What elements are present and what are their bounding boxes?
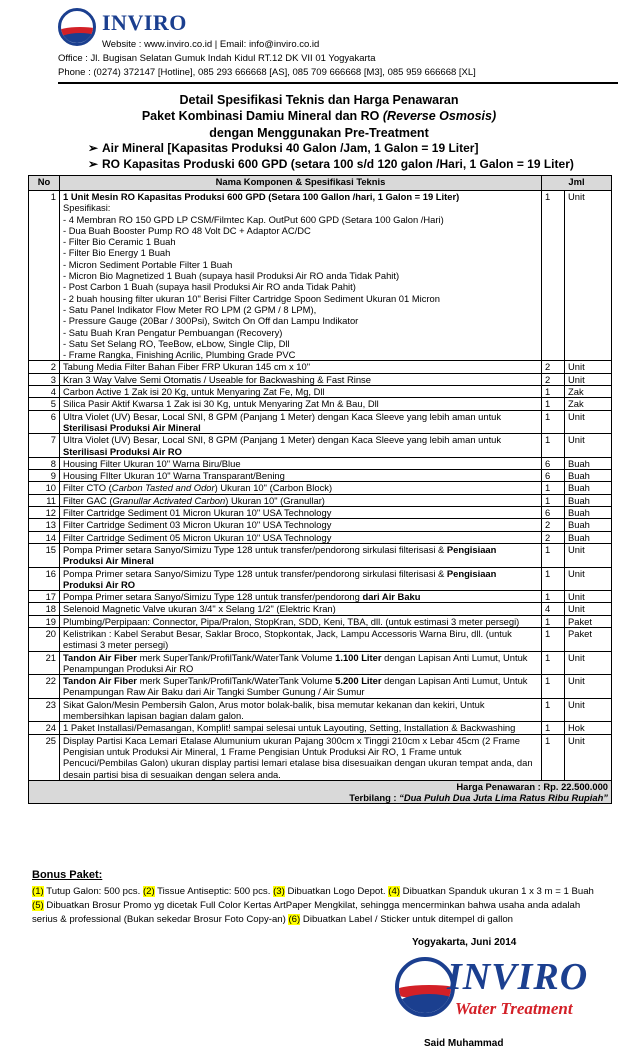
spelled-price: Terbilang : “Dua Puluh Dua Juta Lima Ratus Ribu Rupiah”	[349, 792, 608, 804]
logo-wave-icon	[395, 957, 455, 1017]
row-qty: 6	[542, 470, 565, 482]
row-no: 15	[29, 543, 60, 567]
row-qty: 1	[542, 567, 565, 591]
row-spec: Display Partisi Kaca Lemari Etalase Alumunium ukuran Pajang 300cm x Tinggi 210cm x Lebar 45cm (2 Frame Pengisian untuk Produksi Air Mineral, 1 Frame Pengisian Untuk Produksi Air RO, 1 Frame untuk Pencuci/Pembilas Galon) ukuran display partisi lemari etalase bisa disesuaikan dengan ukuran tempat anda, dan desain partisi bisa di sesuaikan dengan selera anda.	[60, 734, 542, 780]
spec-line: - Micron Bio Magnetized 1 Buah (supaya hasil Produksi Air RO anda Tidak Pahit)	[63, 270, 400, 282]
table-row	[29, 457, 612, 469]
table-row	[29, 482, 612, 494]
bonus-text: Dibuatkan Logo Depot.	[284, 886, 389, 897]
row-spec: Kran 3 Way Valve Semi Otomatis / Useable for Backwashing & Fast Rinse	[60, 373, 542, 385]
row-spec: Filter Cartridge Sediment 05 Micron Ukuran 10" USA Technology	[60, 531, 542, 543]
city-date: Yogyakarta, Juni 2014	[412, 937, 517, 948]
spec-line: - Post Carbon 1 Buah (supaya hasil Produksi Air RO anda Tidak Pahit)	[63, 281, 356, 293]
row-spec: Tandon Air Fiber merk SuperTank/ProfilTank/WaterTank Volume 5.200 Liter dengan Lapisan Anti Lumut, Untuk Penampungan Raw Air Baku dari Air Tangki Sumber Gunung / Air Sumur	[60, 675, 542, 699]
table-row	[29, 615, 612, 627]
row-unit: Unit	[565, 543, 612, 567]
table-row	[29, 470, 612, 482]
row-spec: Pompa Primer setara Sanyo/Simizu Type 128 untuk transfer/pendorong sirkulasi filterisasi & Pengisiaan Produksi Air RO	[60, 567, 542, 591]
row-no: 18	[29, 603, 60, 615]
row-qty: 1	[542, 615, 565, 627]
row-no: 20	[29, 627, 60, 651]
row-spec: Silica Pasir Aktif Kwarsa 1 Zak isi 30 Kg, untuk Menyaring Zat Mn & Bau, Dll	[60, 398, 542, 410]
row-no: 19	[29, 615, 60, 627]
row-qty: 1	[542, 191, 565, 361]
row-unit: Unit	[565, 591, 612, 603]
bonus-number: (3)	[273, 886, 285, 897]
row-qty: 1	[542, 410, 565, 434]
row-spec: Tabung Media Filter Bahan Fiber FRP Ukuran 145 cm x 10"	[60, 361, 542, 373]
row-qty: 1	[542, 434, 565, 458]
row-no: 5	[29, 398, 60, 410]
row-unit: Unit	[565, 675, 612, 699]
row-spec: Housing FIlter Ukuran 10" Warna Transparant/Bening	[60, 470, 542, 482]
row-no: 11	[29, 494, 60, 506]
table-row	[29, 531, 612, 543]
row-no: 8	[29, 457, 60, 469]
row-no: 17	[29, 591, 60, 603]
table-row	[29, 386, 612, 398]
table-row	[29, 434, 612, 458]
row-spec: 1 Paket Installasi/Pemasangan, Komplit! sampai selesai untuk Layouting, Setting, Installation & Backwashing	[60, 722, 542, 734]
table-row	[29, 507, 612, 519]
row-no: 2	[29, 361, 60, 373]
table-header-row	[29, 176, 612, 191]
letterhead-divider	[58, 82, 618, 84]
bullet-mineral: ➢ Air Mineral [Kapasitas Produksi 40 Galon /Jam, 1 Galon = 19 Liter]	[88, 141, 479, 155]
table-row	[29, 410, 612, 434]
bonus-number: (4)	[388, 886, 401, 897]
row-no: 10	[29, 482, 60, 494]
row-unit: Unit	[565, 191, 612, 361]
row-no: 3	[29, 373, 60, 385]
table-row	[29, 361, 612, 373]
logo-subtitle: Water Treatment	[455, 999, 573, 1018]
doc-title-line3: dengan Menggunakan Pre-Treatment	[209, 126, 429, 140]
row-no: 1	[29, 191, 60, 361]
row-qty: 1	[542, 398, 565, 410]
spec-line: - Filter Bio Ceramic 1 Buah	[63, 236, 176, 248]
col-header-name: Nama Komponen & Spesifikasi Teknis	[60, 176, 542, 191]
row-spec: Selenoid Magnetic Valve ukuran 3/4" x Selang 1/2" (Elektric Kran)	[60, 603, 542, 615]
row-qty: 6	[542, 507, 565, 519]
row-no: 22	[29, 675, 60, 699]
row1-title: 1 Unit Mesin RO Kapasitas Produksi 600 GPD (Setara 100 Gallon /hari, 1 Galon = 19 Liter)	[63, 191, 460, 202]
row-unit: Unit	[565, 361, 612, 373]
row-spec: Filter GAC (Granullar Activated Carbon) Ukuran 10" (Granullar)	[60, 494, 542, 506]
row-qty: 1	[542, 651, 565, 675]
price-cell	[29, 780, 612, 804]
bonus-number: (5)	[32, 900, 44, 912]
arrow-bullet-icon: ➢	[88, 141, 99, 155]
doc-title-line1: Detail Spesifikasi Teknis dan Harga Penawaran	[179, 93, 459, 107]
row-qty: 1	[542, 482, 565, 494]
row-unit: Buah	[565, 519, 612, 531]
logo-name: INVIRO	[447, 956, 589, 998]
bullet-ro: ➢ RO Kapasitas Produski 600 GPD (setara 100 s/d 120 galon /Hari, 1 Galon = 19 Liter)	[88, 157, 574, 171]
price-line: Harga Penawaran : Rp. 22.500.000	[456, 780, 608, 792]
row-spec: Carbon Active 1 Zak isi 20 Kg, untuk Menyaring Zat Fe, Mg, Dll	[60, 386, 542, 398]
spec-line: - Satu Set Selang RO, TeeBow, eLbow, Single Clip, Dll	[63, 337, 290, 349]
doc-title-line2: Paket Kombinasi Damiu Mineral dan RO (Reverse Osmosis)	[141, 109, 497, 123]
table-row	[29, 494, 612, 506]
row-qty: 1	[542, 543, 565, 567]
office-address: Office : Jl. Bugisan Selatan Gumuk Indah Kidul RT.12 DK VII 01 Yogyakarta	[58, 53, 376, 64]
spec-line: - 4 Membran RO 150 GPD LP CSM/Filmtec Kap. OutPut 600 GPD (Setara 100 Galon /Hari)	[63, 213, 444, 225]
row-no: 14	[29, 531, 60, 543]
price-row	[29, 780, 612, 804]
row-spec: Plumbing/Perpipaan: Connector, Pipa/Pralon, StopKran, SDD, Keni, TBA, dll. (untuk estimasi 3 meter persegi)	[60, 615, 542, 627]
row-spec: Filter CTO (Carbon Tasted and Odor) Ukuran 10" (Carbon Block)	[60, 482, 542, 494]
bonus-text: Dibuatkan Label / Sticker untuk ditempel di gallon	[300, 914, 514, 926]
table-row	[29, 698, 612, 722]
row-unit: Buah	[565, 494, 612, 506]
bonus-number: (6)	[288, 914, 301, 926]
row-no: 12	[29, 507, 60, 519]
table-row	[29, 191, 612, 361]
table-row	[29, 543, 612, 567]
bonus-text: Dibuatkan Spanduk ukuran 1 x 3 m = 1 Buah	[400, 886, 594, 897]
table-row	[29, 722, 612, 734]
row-unit: Buah	[565, 507, 612, 519]
row-spec: Sikat Galon/Mesin Pembersih Galon, Arus motor bolak-balik, bisa memutar kekanan dan kekiri, Untuk membersihkan lapisan bagian dalam galon.	[60, 698, 542, 722]
row-qty: 1	[542, 734, 565, 780]
row-spec: Pompa Primer setara Sanyo/Simizu Type 128 untuk transfer/pendorong dari Air Baku	[60, 591, 542, 603]
row-unit: Unit	[565, 567, 612, 591]
row-qty: 2	[542, 519, 565, 531]
row-no: 21	[29, 651, 60, 675]
spec-table	[28, 175, 612, 804]
website-email: Website : www.inviro.co.id | Email: info@inviro.co.id	[102, 39, 320, 50]
phone-numbers: Phone : (0274) 372147 [Hotline], 085 293 666668 [AS], 085 709 666668 [M3], 085 959 666668 [XL]	[58, 67, 476, 78]
col-header-no: No	[29, 176, 60, 191]
row-qty: 4	[542, 603, 565, 615]
spec-line: Spesifikasi:	[63, 202, 111, 214]
bonus-number: (1)	[32, 886, 44, 897]
row-no: 4	[29, 386, 60, 398]
bonus-text: Dibuatkan Brosur Promo yg dicetak Full Color Kertas ArtPaper Mengkilat, sehingga mencerminkan bahwa usaha anda adalah serius & professional (Bukan sekedar Brosur Foto Copy-an)	[32, 900, 581, 926]
row-qty: 2	[542, 361, 565, 373]
table-row	[29, 627, 612, 651]
bonus-text: Tutup Galon: 500 pcs.	[43, 886, 143, 897]
row-qty: 1	[542, 386, 565, 398]
row-unit: Buah	[565, 531, 612, 543]
table-row	[29, 651, 612, 675]
row-qty: 1	[542, 722, 565, 734]
row-unit: Buah	[565, 482, 612, 494]
table-row	[29, 734, 612, 780]
row-spec: Filter Cartridge Sediment 03 Micron Ukuran 10" USA Technology	[60, 519, 542, 531]
row-no: 6	[29, 410, 60, 434]
row-no: 25	[29, 734, 60, 780]
row-no: 24	[29, 722, 60, 734]
row-no: 7	[29, 434, 60, 458]
row-spec: Ultra Violet (UV) Besar, Local SNI, 8 GPM (Panjang 1 Meter) dengan Kaca Sleeve yang lebih aman untuk Sterilisasi Produksi Air Mineral	[60, 410, 542, 434]
row-qty: 1	[542, 494, 565, 506]
row-unit: Unit	[565, 698, 612, 722]
spec-line: - Filter Bio Energy 1 Buah	[63, 247, 171, 259]
row-no: 16	[29, 567, 60, 591]
arrow-bullet-icon: ➢	[88, 157, 99, 171]
table-row	[29, 603, 612, 615]
brand-name: INVIRO	[102, 10, 187, 35]
row-qty: 1	[542, 591, 565, 603]
row-spec: Kelistrikan : Kabel Serabut Besar, Saklar Broco, Stopkontak, Jack, Lampu Accessoris Warna Biru, dll. (untuk estimasi 3 meter persegi)	[60, 627, 542, 651]
row-spec: Ultra Violet (UV) Besar, Local SNI, 8 GPM (Panjang 1 Meter) dengan Kaca Sleeve yang lebih aman untuk Sterilisasi Produksi Air RO	[60, 434, 542, 458]
row-unit: Zak	[565, 386, 612, 398]
row-no: 23	[29, 698, 60, 722]
row-unit: Zak	[565, 398, 612, 410]
inviro-logo-icon	[58, 8, 96, 46]
col-header-qty: Jml	[542, 176, 612, 191]
row-unit: Unit	[565, 373, 612, 385]
row-qty: 2	[542, 531, 565, 543]
row-qty: 1	[542, 675, 565, 699]
letterhead	[58, 6, 618, 84]
bonus-text: Tissue Antiseptic: 500 pcs.	[154, 886, 274, 897]
spec-line: - Pressure Gauge (20Bar / 300Psi), Switch On Off dan Lampu Indikator	[63, 315, 359, 327]
row-no: 13	[29, 519, 60, 531]
bonus-title: Bonus Paket:	[32, 869, 103, 881]
row-unit: Unit	[565, 410, 612, 434]
spec-line: - 2 buah housing filter ukuran 10" Berisi Filter Cartridge Spoon Sediment Ukuran 01 Micron	[63, 292, 440, 304]
row-qty: 1	[542, 627, 565, 651]
row-qty: 2	[542, 373, 565, 385]
table-row	[29, 398, 612, 410]
row-unit: Buah	[565, 457, 612, 469]
spec-line: - Micron Sediment Portable Filter 1 Buah	[63, 258, 233, 270]
row-qty: 6	[542, 457, 565, 469]
spec-line: - Satu Panel Indikator Flow Meter RO LPM (2 GPM / 8 LPM),	[63, 303, 317, 315]
row-spec: Pompa Primer setara Sanyo/Simizu Type 128 untuk transfer/pendorong sirkulasi filterisasi & Pengisiaan Produksi Air Mineral	[60, 543, 542, 567]
spec-line: - Frame Rangka, Finishing Acrilic, Plumbing Grade PVC	[63, 349, 296, 361]
row-qty: 1	[542, 698, 565, 722]
row-unit: Paket	[565, 615, 612, 627]
row-spec: Tandon Air Fiber merk SuperTank/ProfilTank/WaterTank Volume 1.100 Liter dengan Lapisan Anti Lumut, Untuk Penampungan Produksi Air RO	[60, 651, 542, 675]
table-row	[29, 567, 612, 591]
row-spec: Housing Filter Ukuran 10" Warna Biru/Blue	[60, 457, 542, 469]
table-row	[29, 373, 612, 385]
row-spec	[60, 191, 542, 361]
spec-line: - Satu Buah Kran Pengatur Pembuangan (Recovery)	[63, 326, 283, 338]
spec-line: - Dua Buah Booster Pump RO 48 Volt DC + Adaptor AC/DC	[63, 224, 311, 236]
table-row	[29, 519, 612, 531]
row-unit: Unit	[565, 651, 612, 675]
row-unit: Unit	[565, 434, 612, 458]
bonus-number: (2)	[142, 886, 155, 897]
row-unit: Paket	[565, 627, 612, 651]
row-unit: Unit	[565, 603, 612, 615]
row-unit: Buah	[565, 470, 612, 482]
table-row	[29, 591, 612, 603]
row-spec: Filter Cartridge Sediment 01 Micron Ukuran 10" USA Technology	[60, 507, 542, 519]
table-row	[29, 675, 612, 699]
row-no: 9	[29, 470, 60, 482]
signer-name: Said Muhammad	[424, 1038, 504, 1049]
inviro-water-treatment-logo	[395, 955, 610, 1025]
bonus-list	[32, 885, 598, 928]
row-unit: Unit	[565, 734, 612, 780]
row-unit: Hok	[565, 722, 612, 734]
